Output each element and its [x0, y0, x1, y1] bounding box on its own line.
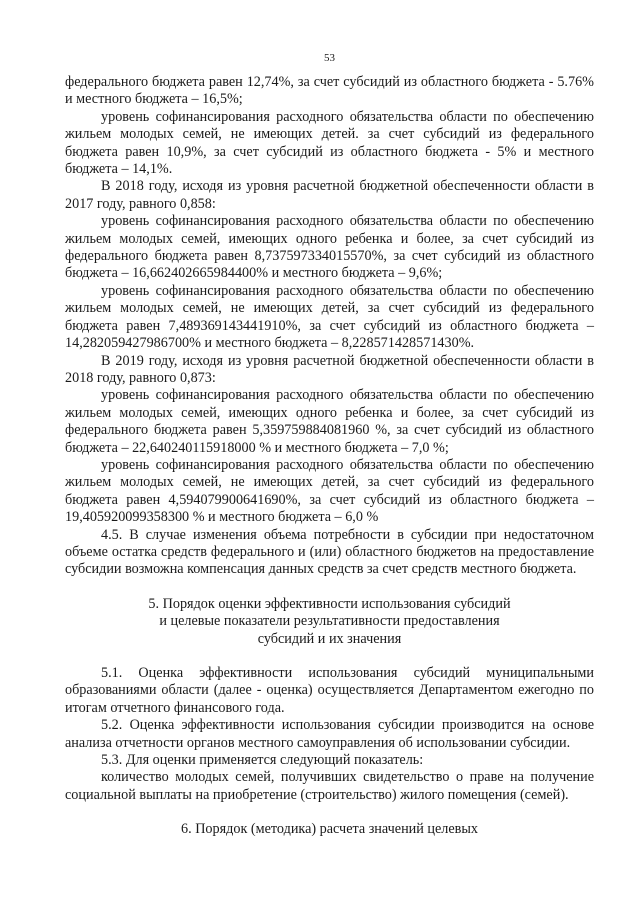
section-heading-line: субсидий и их значения — [257, 630, 402, 647]
paragraphs-block-1 — [65, 74, 594, 579]
paragraph: В 2018 году, исходя из уровня расчетной бюджетной обеспеченности области в 2017 году, равного 0,858: — [65, 178, 594, 212]
paragraph: уровень софинансирования расходного обязательства области по обеспечению жильем молодых семей, имеющих одного ребенка и более, за счет субсидий из федерального бюджета равен 5,359759884081960 %, за счет субсидий из областного бюджета – 22,640240115918000 % и местного бюджета – 7,0 %; — [65, 387, 594, 456]
section-heading-line: 6. Порядок (методика) расчета значений целевых — [181, 821, 478, 838]
paragraph: 5.2. Оценка эффективности использования субсидии производится на основе анализа отчетности органов местного самоуправления об использовании субсидии. — [65, 717, 594, 751]
section-5-heading — [65, 596, 594, 648]
spacer — [65, 804, 594, 821]
spacer — [65, 648, 594, 665]
page-number: 53 — [324, 52, 335, 64]
paragraph: количество молодых семей, получивших свидетельство о праве на получение социальной выплаты на приобретение (строительство) жилого помещения (семей). — [65, 769, 594, 803]
paragraph: В 2019 году, исходя из уровня расчетной бюджетной обеспеченности области в 2018 году, равного 0,873: — [65, 352, 594, 386]
paragraph: федерального бюджета равен 12,74%, за счет субсидий из областного бюджета - 5.76% и местного бюджета – 16,5%; — [65, 74, 594, 108]
paragraph: 4.5. В случае изменения объема потребности в субсидии при недостаточном объеме остатка средств федерального и (или) областного бюджетов на предоставление субсидии возможна компенсация данных средств за счет средств местного бюджета. — [65, 526, 594, 578]
paragraph: уровень софинансирования расходного обязательства области по обеспечению жильем молодых семей, не имеющих детей, за счет субсидий из федерального бюджета равен 7,489369143441910%, за счет субсидий из областного бюджета – 14,282059427986700% и местного бюджета – 8,228571428571430%. — [65, 282, 594, 352]
paragraph: уровень софинансирования расходного обязательства области по обеспечению жильем молодых семей, не имеющих детей, за счет субсидий из федерального бюджета равен 4,594079900641690%, за счет субсидий из областного бюджета – 19,405920099358300 % и местного бюджета – 6,0 % — [65, 456, 594, 526]
section-heading-line: 5. Порядок оценки эффективности использования субсидий — [148, 595, 511, 612]
paragraphs-block-2 — [65, 665, 594, 804]
paragraph: уровень софинансирования расходного обязательства области по обеспечению жильем молодых семей, имеющих одного ребенка и более, за счет субсидий из федерального бюджета равен 8,737597334015570%, за счет субсидий из областного бюджета – 16,662402665984400% и местного бюджета – 9,6%; — [65, 213, 594, 282]
paragraph: уровень софинансирования расходного обязательства области по обеспечению жильем молодых семей, не имеющих детей. за счет субсидий из федерального бюджета равен 10,9%, за счет субсидий из областного бюджета - 5% и местного бюджета – 14,1%. — [65, 108, 594, 178]
section-heading-line: и целевые показатели результативности предоставления — [159, 613, 500, 630]
spacer — [65, 579, 594, 596]
paragraph: 5.1. Оценка эффективности использования субсидий муниципальными образованиями области (далее - оценка) осуществляется Департаментом ежегодно по итогам отчетного финансового года. — [65, 665, 594, 716]
section-6-heading — [65, 821, 594, 838]
paragraph: 5.3. Для оценки применяется следующий показатель: — [101, 752, 424, 769]
